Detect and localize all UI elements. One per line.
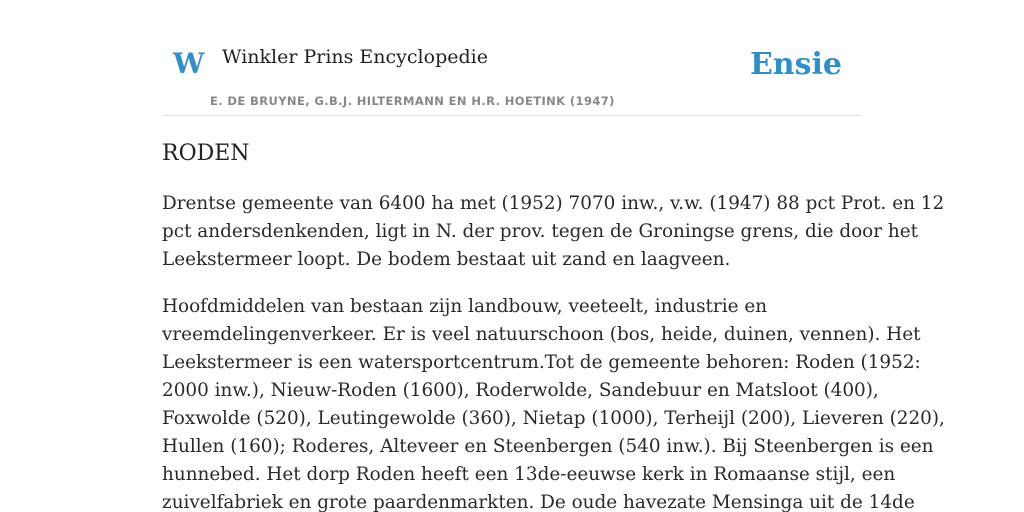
publication-title[interactable]: Winkler Prins Encyclopedie <box>222 46 488 68</box>
article-paragraph-2 <box>162 293 945 512</box>
article-paragraph-1 <box>162 190 945 274</box>
paragraph-line: pct andersdenkenden, ligt in N. der prov. tegen de Groningse grens, die door het <box>162 221 919 242</box>
paragraph-line: Hoofdmiddelen van bestaan zijn landbouw, veeteelt, industrie en <box>162 296 768 317</box>
paragraph-line: vreemdelingenverkeer. Er is veel natuurschoon (bos, heide, duinen, vennen). Het <box>162 324 921 345</box>
paragraph-line: Hullen (160); Roderes, Alteveer en Steenbergen (540 inw.). Bij Steenbergen is een <box>162 436 934 457</box>
paragraph-line: 2000 inw.), Nieuw-Roden (1600), Roderwolde, Sandebuur en Matsloot (400), <box>162 380 879 401</box>
article <box>162 138 945 512</box>
paragraph-line: Drentse gemeente van 6400 ha met (1952) 7070 inw., v.w. (1947) 88 pct Prot. en 12 <box>162 193 945 214</box>
paragraph-line: Foxwolde (520), Leutingewolde (360), Nietap (1000), Terheijl (200), Lieveren (220), <box>162 408 945 429</box>
article-title: RODEN <box>162 141 250 166</box>
paragraph-line: hunnebed. Het dorp Roden heeft een 13de-eeuwse kerk in Romaanse stijl, een <box>162 464 896 485</box>
publication-authors: E. DE BRUYNE, G.B.J. HILTERMANN EN H.R. HOETINK (1947) <box>210 94 615 108</box>
winkler-prins-logo-icon[interactable]: W <box>173 47 205 80</box>
ensie-brand-logo[interactable]: Ensie <box>749 47 842 82</box>
paragraph-line: Leekstermeer loopt. De bodem bestaat uit zand en laagveen. <box>162 249 731 270</box>
paragraph-line: Leekstermeer is een watersportcentrum.Tot de gemeente behoren: Roden (1952: <box>162 352 921 373</box>
paragraph-line: zuivelfabriek en grote paardenmarkten. De oude havezate Mensinga uit de 14de <box>162 492 915 512</box>
site-header <box>162 38 862 116</box>
